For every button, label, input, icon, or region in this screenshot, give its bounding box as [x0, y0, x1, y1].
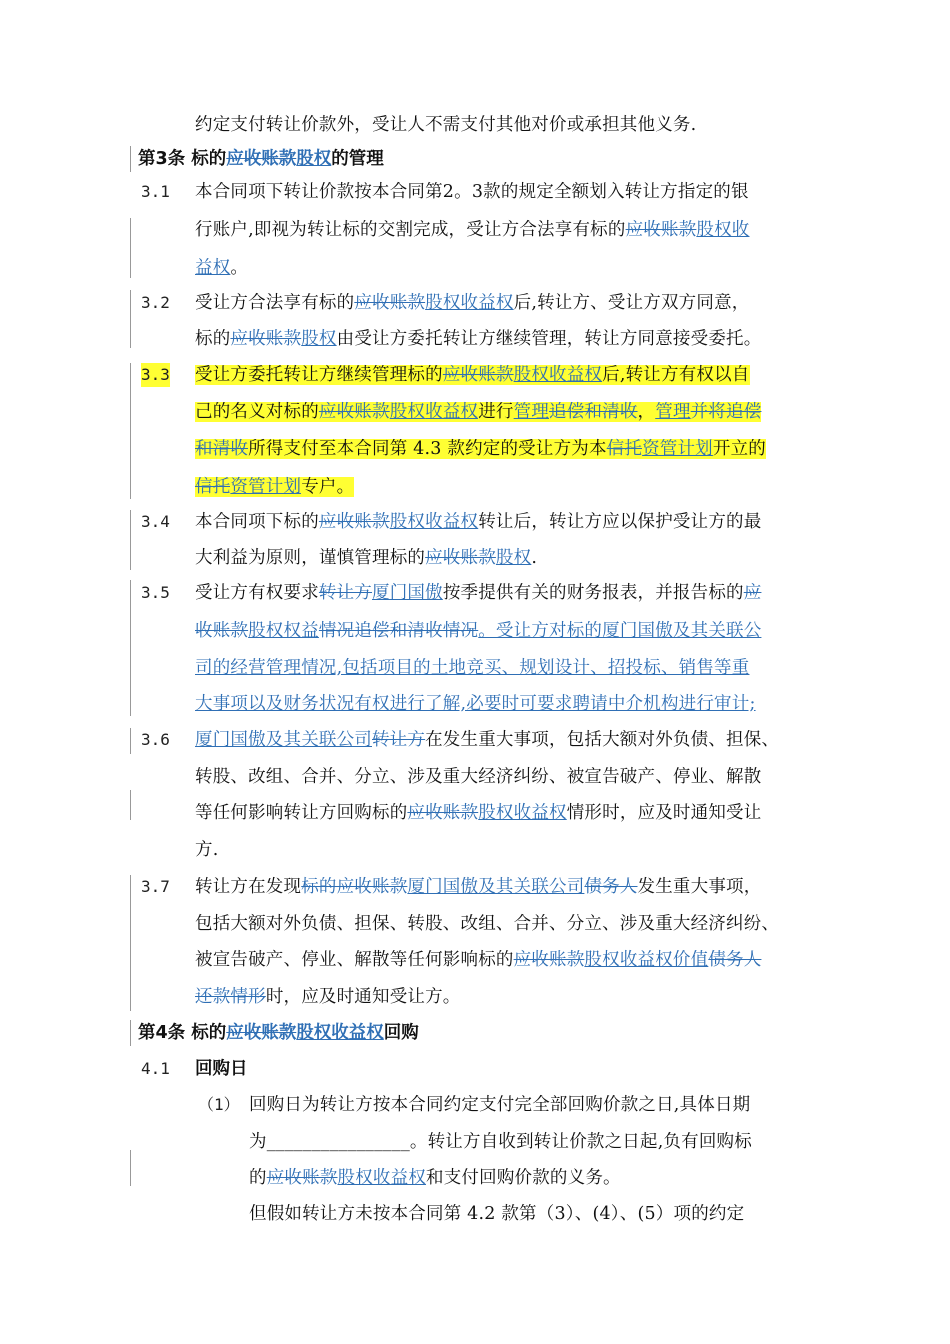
paragraph-line — [249, 1093, 750, 1117]
inserted-text: 。受让方对标的厦门国傲及其关联公 — [478, 621, 762, 641]
text-run: 的 — [249, 1168, 267, 1188]
inserted-text: 股权收 — [696, 220, 750, 240]
paragraph-line — [195, 218, 749, 242]
paragraph-line — [195, 327, 761, 351]
text-run: 受让方委托转让方继续管理标的 — [195, 365, 443, 385]
text-run: 方. — [195, 840, 219, 860]
inserted-text: 股权 — [296, 149, 332, 169]
text-run: 由受让方委托转让方继续管理，转让方同意接受委托。 — [336, 329, 762, 349]
clause-number: 3.3 — [141, 363, 170, 387]
text-run: 行账户,即视为转让标的交割完成，受让方合法享有标的 — [195, 220, 626, 240]
text-run: 进行 — [478, 402, 514, 422]
deleted-text: 情况追偿和清收情况 — [318, 621, 479, 641]
paragraph-line — [195, 256, 248, 280]
deleted-text: 应收账款 — [625, 220, 697, 240]
paragraph-line — [195, 581, 761, 605]
change-bar — [130, 875, 131, 1011]
paragraph-line — [195, 838, 218, 862]
text-run: 在发生重大事项，包括大额对外负债、担保、 — [425, 730, 780, 750]
text-run: 受让方有权要求 — [195, 583, 319, 603]
change-bar — [130, 146, 131, 172]
deleted-text: 应收账款 — [226, 149, 297, 169]
section-heading — [138, 1021, 419, 1045]
paragraph-line — [195, 656, 749, 680]
text-run: 专户。 — [301, 477, 355, 497]
text-run: 后,转让方有权以自 — [602, 365, 750, 385]
inserted-text: 股权 — [495, 548, 532, 568]
deleted-text: 信托 — [606, 439, 643, 459]
text-run: 转让后，转让方应以保护受让方的最 — [478, 512, 762, 532]
inserted-text: 股权收益权 — [478, 803, 567, 823]
inserted-text: 资管计划 — [230, 477, 302, 497]
change-bar — [130, 728, 131, 754]
text-run: 回购 — [383, 1023, 419, 1043]
text-run: 。 — [230, 258, 249, 278]
deleted-text: 应收账款 — [226, 1023, 297, 1043]
inserted-text: 股权收益权 — [337, 1168, 427, 1188]
deleted-text: 应收账款 — [407, 803, 479, 823]
inserted-text: 股权权益 — [248, 621, 319, 641]
deleted-text: 和清收 — [195, 439, 249, 459]
text-run: 第3条 标的 — [138, 149, 227, 169]
text-run: 己的名义对标的 — [195, 402, 319, 422]
inserted-text: 厦门国傲 — [372, 583, 443, 603]
text-run: ， — [637, 402, 656, 422]
clause-number: 3.6 — [141, 730, 170, 749]
clause-number: 3.5 — [141, 583, 170, 602]
paragraph-line — [195, 948, 761, 972]
change-bar — [130, 218, 131, 278]
text-run: 约定支付转让价款外，受让人不需支付其他对价或承担其他义务. — [195, 115, 697, 135]
change-bar — [130, 290, 131, 348]
text-run: 情形时，应及时通知受让 — [566, 803, 762, 823]
deleted-text: 应收账款 — [266, 1168, 338, 1188]
clause-number: 3.7 — [141, 877, 170, 896]
inserted-text: 股权收益权 — [296, 1023, 384, 1043]
text-run: 第4条 标的 — [138, 1023, 227, 1043]
paragraph-line — [195, 692, 756, 716]
inserted-text: 股权收益权 — [389, 512, 479, 532]
paragraph-line — [249, 1130, 752, 1154]
paragraph-line — [195, 510, 761, 534]
inserted-text: 股权 — [301, 329, 337, 349]
inserted-text: 股权收益权 — [425, 293, 514, 313]
change-bar — [130, 790, 131, 820]
deleted-text: 转让方 — [318, 583, 373, 603]
inserted-text: 收益权 — [425, 402, 479, 422]
text-run: 开立的 — [712, 439, 766, 459]
paragraph-line — [195, 619, 761, 643]
text-run: 本合同项下标的 — [195, 512, 319, 532]
paragraph-line — [195, 291, 750, 315]
text-run: 回购日为转让方按本合同约定支付完全部回购价款之日,具体日期 — [249, 1095, 751, 1115]
clause-number: 3.2 — [141, 293, 170, 312]
deleted-text: 债务人 — [584, 877, 638, 897]
text-run: 受让方合法享有标的 — [195, 293, 355, 313]
deleted-text: 应收账款 — [425, 548, 496, 568]
clause-number: 4.1 — [141, 1059, 170, 1078]
text-run: 所得支付至本合同第 4.3 款约定的受让方为本 — [248, 439, 607, 459]
deleted-text: 应收账款 — [354, 293, 426, 313]
inserted-text: 股权收益权价值 — [584, 950, 709, 970]
section-heading — [195, 1057, 248, 1081]
deleted-text: 追偿和清收 — [549, 402, 638, 422]
paragraph-line — [195, 180, 749, 204]
inserted-text: 资管计划 — [642, 439, 713, 459]
paragraph-line — [195, 546, 537, 570]
deleted-text: 应收账款 — [318, 512, 390, 532]
paragraph-line — [195, 113, 696, 137]
paragraph-line — [195, 437, 766, 461]
paragraph-line — [249, 1202, 744, 1226]
item-number: （1） — [198, 1095, 240, 1114]
paragraph-line — [195, 801, 761, 825]
inserted-text: 司的经营管理情况,包括项目的土地竞买、规划设计、招投标、销售等重 — [195, 658, 750, 678]
deleted-text: 并将追偿 — [690, 402, 762, 422]
text-run: 回购日 — [195, 1059, 248, 1079]
text-run: 被宣告破产、停业、解散等任何影响标的 — [195, 950, 514, 970]
text-run: 的管理 — [331, 149, 384, 169]
paragraph-line — [195, 728, 779, 752]
inserted-text: 管理 — [513, 402, 550, 422]
inserted-text: 收益权 — [549, 365, 603, 385]
deleted-text: 转让方 — [372, 730, 426, 750]
deleted-text: 收账款 — [195, 621, 249, 641]
inserted-text: 厦门国傲及其关联公司 — [195, 730, 372, 750]
text-run: 转让方在发现 — [195, 877, 302, 897]
change-bar — [130, 580, 131, 716]
deleted-text: 债务人 — [708, 950, 762, 970]
deleted-text: 应收账款 — [230, 329, 302, 349]
clause-number: 3.4 — [141, 512, 170, 531]
paragraph-line — [195, 475, 354, 499]
text-run: . — [531, 548, 538, 568]
paragraph-line — [249, 1166, 621, 1190]
text-run: 等任何影响转让方回购标的 — [195, 803, 408, 823]
change-bar — [130, 1150, 131, 1186]
text-run: 按季提供有关的财务报表，并报告标的 — [442, 583, 744, 603]
paragraph-line — [195, 912, 779, 936]
text-run: 大利益为原则，谨慎管理标的 — [195, 548, 426, 568]
inserted-text: 管理 — [655, 402, 691, 422]
text-run: 后,转让方、受让方双方同意， — [513, 293, 750, 313]
paragraph-line — [195, 985, 461, 1009]
inserted-text: 厦门国傲及其关联公司 — [407, 877, 585, 897]
deleted-text: 还款情形 — [195, 987, 266, 1007]
text-run: 时，应及时通知受让方。 — [265, 987, 461, 1007]
inserted-text: 股权 — [513, 365, 550, 385]
deleted-text: 应收账款 — [442, 365, 514, 385]
inserted-text: 益权 — [195, 258, 231, 278]
inserted-text: 大事项以及财务状况有权进行了解,必要时可要求聘请中介机构进行审计; — [195, 694, 756, 714]
deleted-text: 应 — [743, 583, 762, 603]
deleted-text: 应收账款 — [513, 950, 585, 970]
paragraph-line — [195, 875, 761, 899]
paragraph-line — [195, 400, 761, 424]
change-bar — [130, 510, 131, 570]
deleted-text: 信托 — [195, 477, 231, 497]
deleted-text: 应收账款 — [318, 402, 390, 422]
text-run: 转股、改组、合并、分立、涉及重大经济纠纷、被宣告破产、停业、解散 — [195, 767, 762, 787]
text-run: 标的 — [195, 329, 231, 349]
section-heading — [138, 147, 384, 171]
paragraph-line — [195, 363, 750, 387]
deleted-text: 标的应收账款 — [301, 877, 408, 897]
text-run: 和支付回购价款的义务。 — [426, 1168, 621, 1188]
text-run: 但假如转让方未按本合同第 4.2 款第（3）、(4）、(5）项的约定 — [249, 1204, 745, 1224]
inserted-text: 股权 — [389, 402, 426, 422]
text-run: 包括大额对外负债、担保、转股、改组、合并、分立、涉及重大经济纠纷、 — [195, 914, 780, 934]
text-run: 发生重大事项， — [637, 877, 762, 897]
clause-number: 3.1 — [141, 182, 170, 201]
change-bar — [130, 363, 131, 499]
paragraph-line — [195, 765, 761, 789]
text-run: 为________________。转让方自收到转让价款之日起,负有回购标 — [249, 1132, 752, 1152]
change-bar — [130, 1020, 131, 1046]
text-run: 本合同项下转让价款按本合同第2。3款的规定全额划入转让方指定的银 — [195, 182, 749, 202]
